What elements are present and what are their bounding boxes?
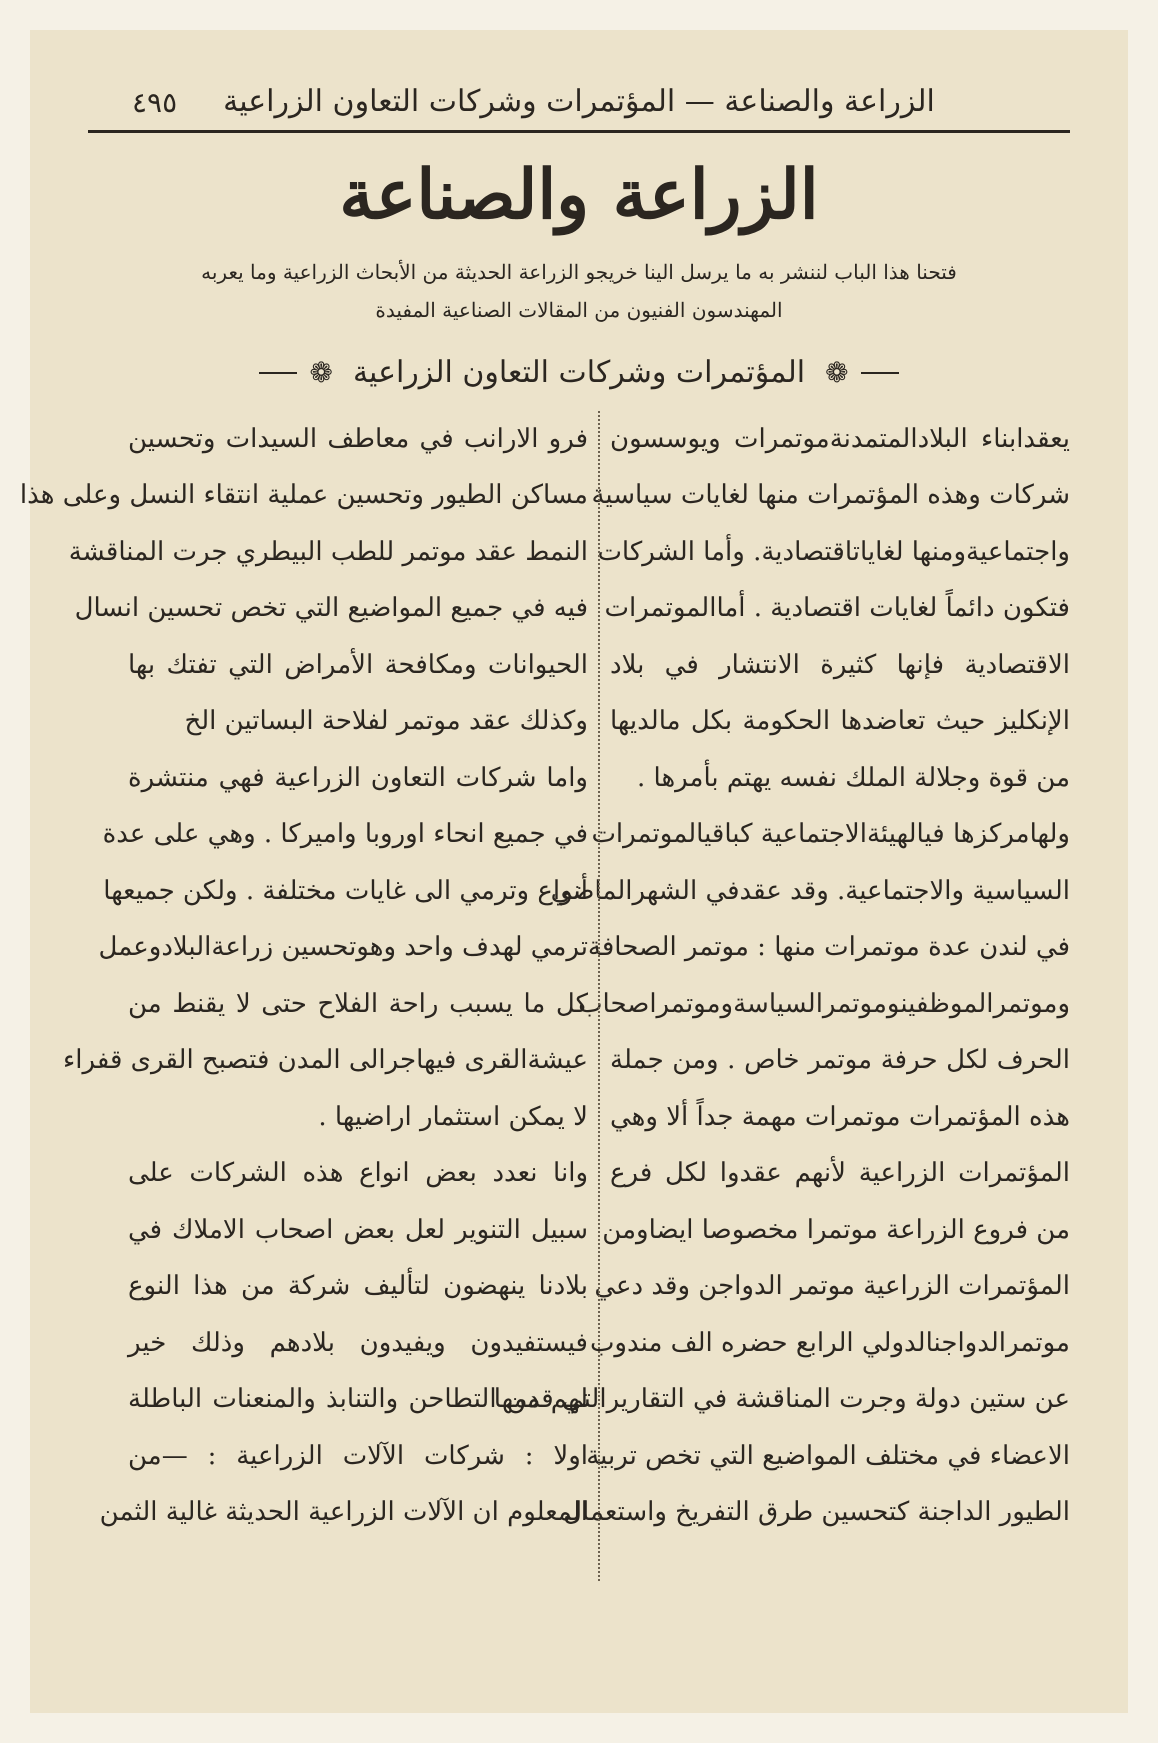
- text-line: في لندن عدة موتمرات منها : موتمر الصحافة: [587, 932, 1070, 963]
- text-line: المعلوم ان الآلات الزراعية الحديثة غالية الثمن: [99, 1497, 588, 1528]
- text-line: فيه في جميع المواضيع التي تخص تحسين انسال: [74, 593, 588, 624]
- text-line: الحيوانات ومكافحة الأمراض التي تفتك بها: [128, 649, 588, 680]
- article-heading: [88, 347, 1070, 399]
- text-line: فيستفيدون ويفيدون بلادهم وذلك خير: [128, 1327, 588, 1358]
- right-column: [493, 411, 1070, 1581]
- text-line: واجتماعيةومنها لغاياتاقتصادية. وأما الشركات: [597, 536, 1070, 567]
- text-line: عيشةالقرى فيهاجرالى المدن فتصبح القرى قفراء: [63, 1045, 588, 1076]
- article-title: المؤتمرات وشركات التعاون الزراعية: [352, 355, 806, 391]
- text-line: أنواع وترمي الى غايات مختلفة . ولكن جميعها: [103, 875, 588, 906]
- text-line: الإنكليز حيث تعاضدها الحكومة بكل مالديها: [610, 706, 1070, 737]
- running-header: [88, 70, 1070, 133]
- text-line: الاقتصادية فإنها كثيرة الانتشار في بلاد: [610, 649, 1070, 680]
- page: [19, 30, 1128, 1713]
- left-column: [19, 411, 588, 1581]
- text-line: المؤتمرات الزراعية موتمر الدواجن وقد دعي: [594, 1271, 1070, 1302]
- text-line: وموتمرالموظفينوموتمرالسياسةوموتمراصحاب: [578, 988, 1070, 1019]
- text-line: واما شركات التعاون الزراعية فهي منتشرة: [128, 762, 588, 793]
- text-line: يعقدابناء البلادالمتمدنةموتمرات ويوسسون: [610, 423, 1070, 454]
- text-line: فرو الارانب في معاطف السيدات وتحسين: [128, 423, 588, 454]
- text-line: فتكون دائماً لغايات اقتصادية . أماالموتمرات: [604, 593, 1070, 624]
- intro-line: المهندسون الفنيون من المقالات الصناعية المفيدة: [375, 297, 783, 322]
- column-divider: [598, 411, 600, 1581]
- section-masthead: الزراعة والصناعة: [339, 155, 819, 235]
- text-line: هذه المؤتمرات موتمرات مهمة جداً ألا وهي: [610, 1101, 1070, 1132]
- text-line: اولا : شركات الآلات الزراعية : —من: [128, 1440, 588, 1471]
- text-line: لهم من التطاحن والتنابذ والمنعنات الباطلة: [128, 1384, 588, 1415]
- text-line: في جميع انحاء اوروبا واميركا . وهي على عدة: [102, 819, 588, 850]
- text-line: بلادنا ينهضون لتأليف شركة من هذا النوع: [128, 1271, 588, 1302]
- text-line: السياسية والاجتماعية. وقد عقدفي الشهرالماضي: [550, 875, 1070, 906]
- text-line: من فروع الزراعة موتمرا مخصوصا ايضاومن: [602, 1214, 1070, 1245]
- heading-rule: [861, 372, 899, 374]
- text-line: مساكن الطيور وتحسين عملية انتقاء النسل وعلى هذا: [19, 480, 588, 511]
- intro-text: [118, 253, 1040, 329]
- text-line: الاعضاء في مختلف المواضيع التي تخص تربية: [586, 1440, 1070, 1471]
- text-line: عن ستين دولة وجرت المناقشة في التقاريرالتي قدمها: [493, 1384, 1070, 1415]
- ornament-icon: ❁: [825, 356, 849, 390]
- page-number: ٤٩٥: [132, 86, 178, 119]
- text-line: من قوة وجلالة الملك نفسه يهتم بأمرها .: [637, 762, 1070, 793]
- text-line: النمط عقد موتمر للطب البيطري جرت المناقشة: [68, 536, 588, 567]
- text-line: شركات وهذه المؤتمرات منها لغايات سياسية: [591, 480, 1070, 511]
- text-line: الحرف لكل حرفة موتمر خاص . ومن جملة: [610, 1045, 1070, 1076]
- text-line: وانا نعدد بعض انواع هذه الشركات على: [128, 1158, 588, 1189]
- text-line: الطيور الداجنة كتحسين طرق التفريخ واستعمال: [563, 1497, 1070, 1528]
- text-line: لا يمكن استثمار اراضيها .: [318, 1101, 588, 1132]
- text-line: ولهامركزها فيالهيئةالاجتماعية كباقيالموتمرات: [591, 819, 1070, 850]
- text-line: كل ما يسبب راحة الفلاح حتى لا يقنط من: [128, 988, 588, 1019]
- text-line: ترمي لهدف واحد وهوتحسين زراعةالبلادوعمل: [98, 932, 588, 963]
- ornament-icon: ❁: [309, 356, 333, 390]
- text-line: موتمرالدواجنالدولي الرابع حضره الف مندوب: [589, 1327, 1070, 1358]
- text-line: سبيل التنوير لعل بعض اصحاب الاملاك في: [128, 1214, 588, 1245]
- text-line: المؤتمرات الزراعية لأنهم عقدوا لكل فرع: [610, 1158, 1070, 1189]
- text-line: وكذلك عقد موتمر لفلاحة البساتين الخ: [184, 706, 588, 737]
- heading-rule: [259, 372, 297, 374]
- running-title: الزراعة والصناعة — المؤتمرات وشركات التعاون الزراعية: [223, 84, 935, 119]
- article-body: [19, 411, 1070, 1581]
- intro-line: فتحنا هذا الباب لننشر به ما يرسل الينا خريجو الزراعة الحديثة من الأبحاث الزراعية وما يعربه: [201, 259, 957, 284]
